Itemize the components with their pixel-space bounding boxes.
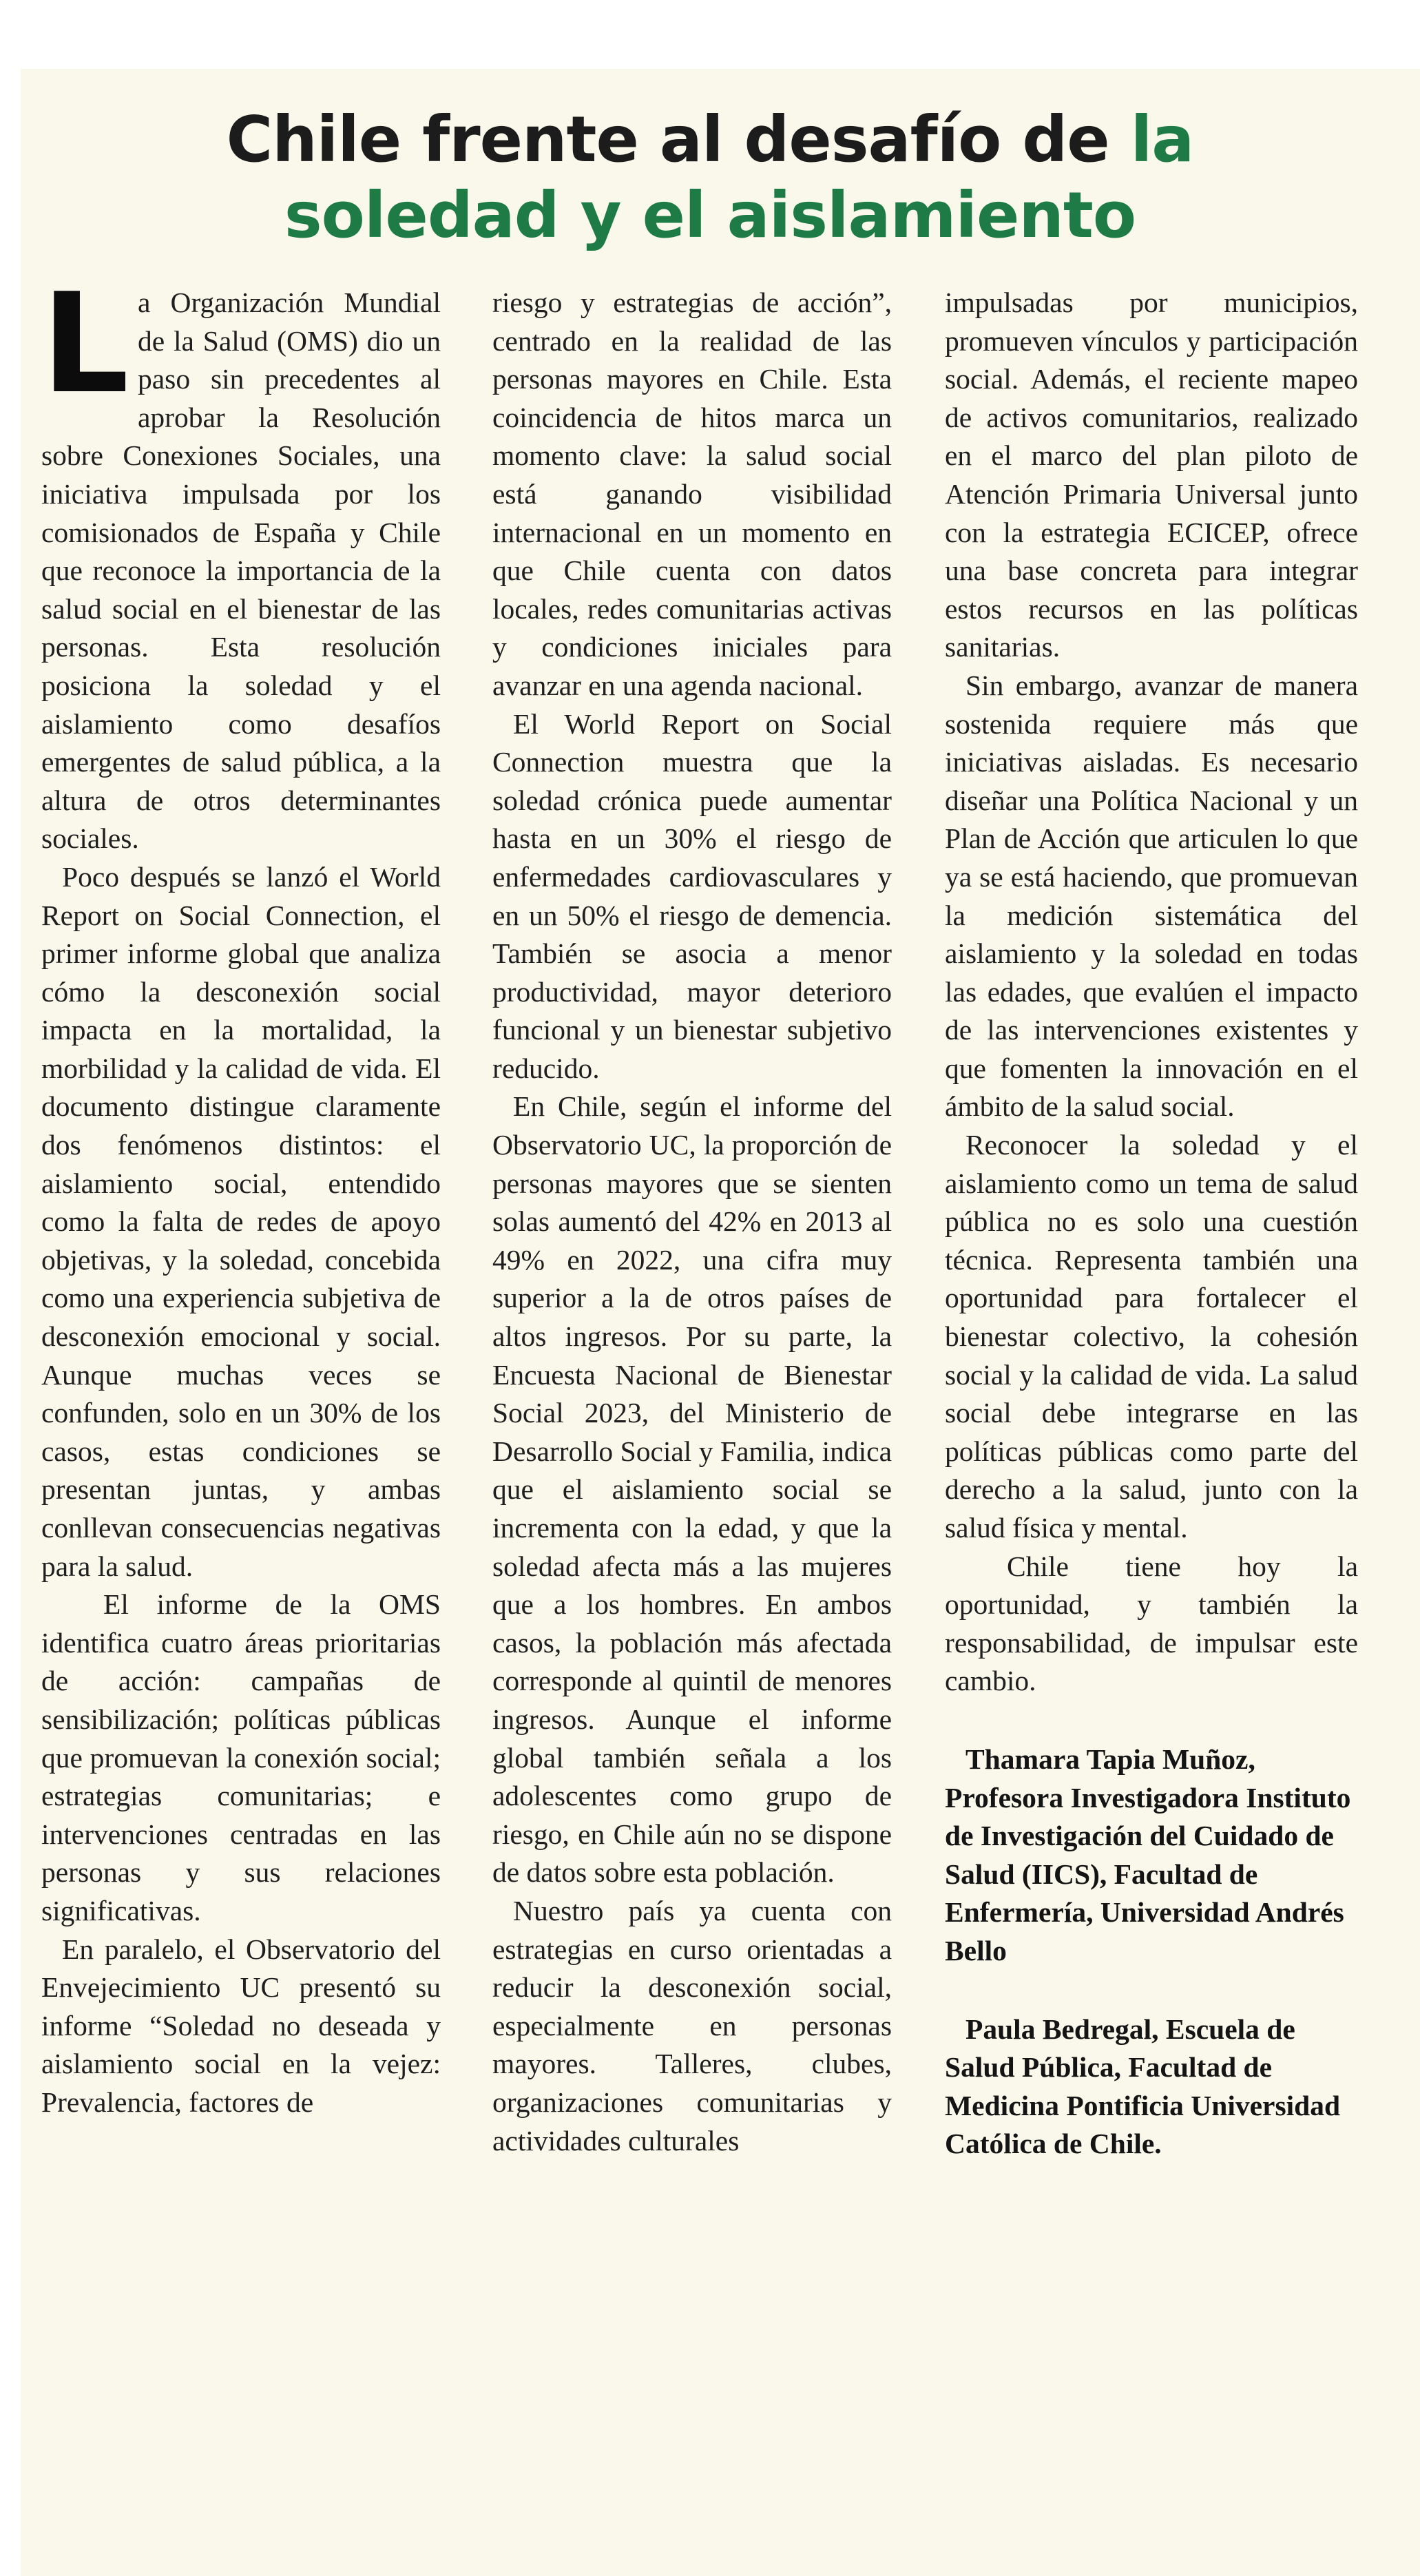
author-signature: Paula Bedregal, Escuela de Salud Pública, Facultad de Medicina Pontificia Universidad Católica de Chile. <box>945 2013 1341 2160</box>
paragraph: Reconocer la soledad y el aislamiento como un tema de salud pública no es solo una cuestión técnica. Representa también una oportunidad para fortalecer el bienestar colectivo, la cohesión social y la calidad de vida. La salud social debe integrarse en las políticas públicas como parte del derecho a la salud, junto con la salud física y mental. <box>945 1129 1358 1544</box>
paragraph: En paralelo, el Observatorio del Envejecimiento UC presentó su informe “Soledad no deseada y aislamiento social en la vejez: Prevalencia, factores de <box>41 1933 441 2118</box>
paragraph: El World Report on Social Connection muestra que la soledad crónica puede aumentar hasta en un 30% el riesgo de enfermedades cardiovasculares y en un 50% el riesgo de demencia. También se asocia a menor productividad, mayor deterioro funcional y un bienestar subjetivo reducido. <box>492 707 892 1084</box>
article-title-continued: soledad y el aislamiento <box>284 178 1136 252</box>
title-highlight: la <box>1130 103 1194 176</box>
paragraph: Nuestro país ya cuenta con estrategias en curso orientadas a reducir la desconexión social, especialmente en personas mayores. Talleres, clubes, organizaciones comunitarias y actividades culturales <box>492 1894 892 2157</box>
drop-cap: L <box>41 264 129 424</box>
paragraph: Sin embargo, avanzar de manera sostenida requiere más que iniciativas aisladas. Es necesario diseñar una Política Nacional y un Plan de Acción que articulen lo que ya se está haciendo, que promuevan la medición sistemática del aislamiento y la soledad en todas las edades, que evalúen el impacto de las intervenciones existentes y que fomenten la innovación en el ámbito de la salud social. <box>945 669 1358 1123</box>
author-signature: Thamara Tapia Muñoz, Profesora Investigadora Instituto de Investigación del Cuidado de Salud (IICS), Facultad de Enfermería, Universidad Andrés Bello <box>945 1743 1351 1966</box>
text-column-1 <box>41 264 441 2122</box>
paragraph-text: a Organización Mundial de la Salud (OMS) dio un paso sin precedentes al aprobar la Resolución sobre Conexiones Sociales, una iniciativa impulsada por los comisionados de España y Chile que reconoce la importancia de la salud social en el bienestar de las personas. Esta resolución posiciona la soledad y el aislamiento como desafíos emergentes de salud pública, a la altura de otros determinantes sociales. <box>41 287 441 855</box>
paragraph: Poco después se lanzó el World Report on Social Connection, el primer informe global que analiza cómo la desconexión social impacta en la mortalidad, la morbilidad y la calidad de vida. El documento distingue claramente dos fenómenos distintos: el aislamiento social, entendido como la falta de redes de apoyo objetivas, y la soledad, concebida como una experiencia subjetiva de desconexión emocional y social. Aunque muchas veces se confunden, solo en un 30% de los casos, estas condiciones se presentan juntas, y ambas conllevan consecuencias negativas para la salud. <box>41 860 441 1582</box>
text-column-2 <box>492 284 892 2160</box>
paragraph: impulsadas por municipios, promueven vínculos y participación social. Además, el reciente mapeo de activos comunitarios, realizado en el marco del plan piloto de Atención Primaria Universal junto con la estrategia ECICEP, ofrece una base concreta para integrar estos recursos en las políticas sanitarias. <box>945 287 1358 663</box>
article-title <box>0 102 1420 178</box>
text-column-3 <box>945 284 1358 2163</box>
paragraph: Chile tiene hoy la oportunidad, y también la responsabilidad, de impulsar este cambio. <box>945 1550 1358 1697</box>
paragraph: riesgo y estrategias de acción”, centrado en la realidad de las personas mayores en Chile. Esta coincidencia de hitos marca un momento clave: la salud social está ganando visibilidad internacional en un momento en que Chile cuenta con datos locales, redes comunitarias activas y condiciones iniciales para avanzar en una agenda nacional. <box>492 287 892 701</box>
page-margin <box>0 69 21 2576</box>
paragraph: En Chile, según el informe del Observatorio UC, la proporción de personas mayores que se sienten solas aumentó del 42% en 2013 al 49% en 2022, una cifra muy superior a la de otros países de altos ingresos. Por su parte, la Encuesta Nacional de Bienestar Social 2023, del Ministerio de Desarrollo Social y Familia, indica que el aislamiento social se incrementa con la edad, y que la soledad afecta más a las mujeres que a los hombres. En ambos casos, la población más afectada corresponde al quintil de menores ingresos. Aunque el informe global también señala a los adolescentes como grupo de riesgo, en Chile aún no se dispone de datos sobre esta población. <box>492 1090 892 1889</box>
title-text: Chile frente al desafío de <box>226 103 1131 176</box>
paragraph: El informe de la OMS identifica cuatro áreas prioritarias de acción: campañas de sensibilización; políticas públicas que promuevan la conexión social; estrategias comunitarias; e intervenciones centradas en las personas y sus relaciones significativas. <box>41 1588 441 1926</box>
paragraph <box>41 264 441 858</box>
